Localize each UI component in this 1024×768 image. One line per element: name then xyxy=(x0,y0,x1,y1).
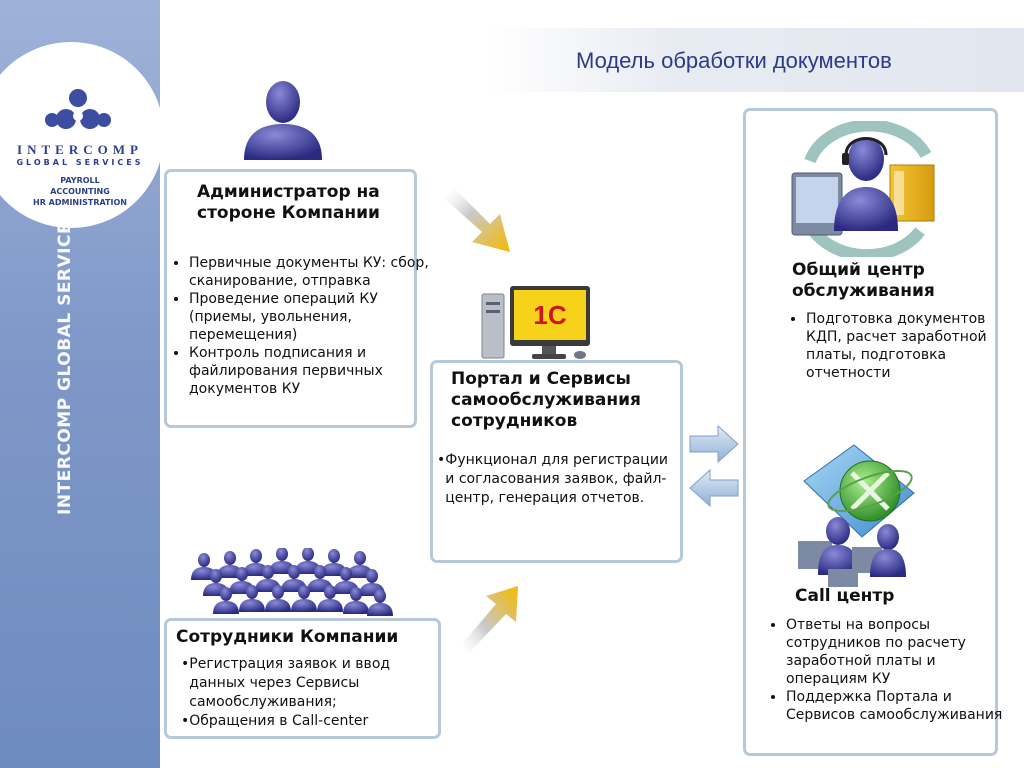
portal-box-title: Портал и Сервисы самообслуживания сотрудников xyxy=(451,369,641,431)
sidebar-vertical-text: INTERCOMP GLOBAL SERVICES xyxy=(55,209,75,515)
right-panel xyxy=(743,108,1003,756)
portal-box-list xyxy=(437,451,672,508)
intercomp-logo-icon xyxy=(38,86,118,136)
employees-box-list xyxy=(181,655,421,731)
employees-box xyxy=(164,618,441,739)
call-center-title: Call центр xyxy=(795,586,895,606)
logo-1c-text: 1С xyxy=(533,300,567,330)
list-item: • Контроль подписания и файлирования первичных документов КУ xyxy=(189,344,435,398)
list-item: • Поддержка Портала и Сервисов самообслуживания xyxy=(786,688,1016,724)
service-center-title: Общий центр обслуживания xyxy=(792,260,935,301)
admin-box xyxy=(164,169,429,428)
call-center-icon xyxy=(792,441,922,589)
bullet: • xyxy=(437,452,446,468)
bullet: • xyxy=(181,656,190,672)
service-center-icon xyxy=(790,121,940,257)
employees-box-title: Сотрудники Компании xyxy=(176,627,399,647)
list-item xyxy=(437,451,672,508)
arrow-right-icon xyxy=(688,424,740,464)
call-center-list xyxy=(764,616,1016,724)
list-item xyxy=(181,712,421,731)
arrow-up-right-icon xyxy=(462,582,522,658)
portal-box xyxy=(430,360,683,563)
page-title: Модель обработки документов xyxy=(576,48,892,73)
logo-line-payroll: PAYROLL xyxy=(60,176,100,185)
logo-subtitle: GLOBAL SERVICES xyxy=(16,158,144,167)
arrow-left-icon xyxy=(688,468,740,508)
list-item: • Проведение операций КУ (приемы, увольнения, перемещения) xyxy=(189,290,435,344)
service-center-list xyxy=(784,310,1006,382)
admin-box-list xyxy=(167,254,435,398)
logo-lines xyxy=(0,175,160,208)
list-item-text: Регистрация заявок и ввод данных через Сервисы самообслуживания; xyxy=(189,656,391,710)
list-item: • Первичные документы КУ: сбор, сканирование, отправка xyxy=(189,254,435,290)
list-item: • Ответы на вопросы сотрудников по расчету заработной платы и операциям КУ xyxy=(786,616,1016,688)
employees-group-icon xyxy=(186,548,398,620)
bullet: • xyxy=(181,713,190,729)
logo-name: INTERCOMP xyxy=(17,142,143,157)
logo-line-accounting: ACCOUNTING xyxy=(50,187,110,196)
list-item: • Подготовка документов КДП, расчет заработной платы, подготовка отчетности xyxy=(806,310,1006,382)
admin-box-title: Администратор на стороне Компании xyxy=(197,182,380,223)
arrow-down-right-icon xyxy=(440,186,520,256)
person-icon xyxy=(238,76,328,162)
list-item xyxy=(181,655,421,712)
list-item-text: Обращения в Call-center xyxy=(189,713,369,729)
logo-line-hr: HR ADMINISTRATION xyxy=(33,198,127,207)
computer-1c-icon xyxy=(480,284,596,362)
list-item-text: Функционал для регистрации и согласования заявок, файл-центр, генерация отчетов. xyxy=(445,452,669,506)
